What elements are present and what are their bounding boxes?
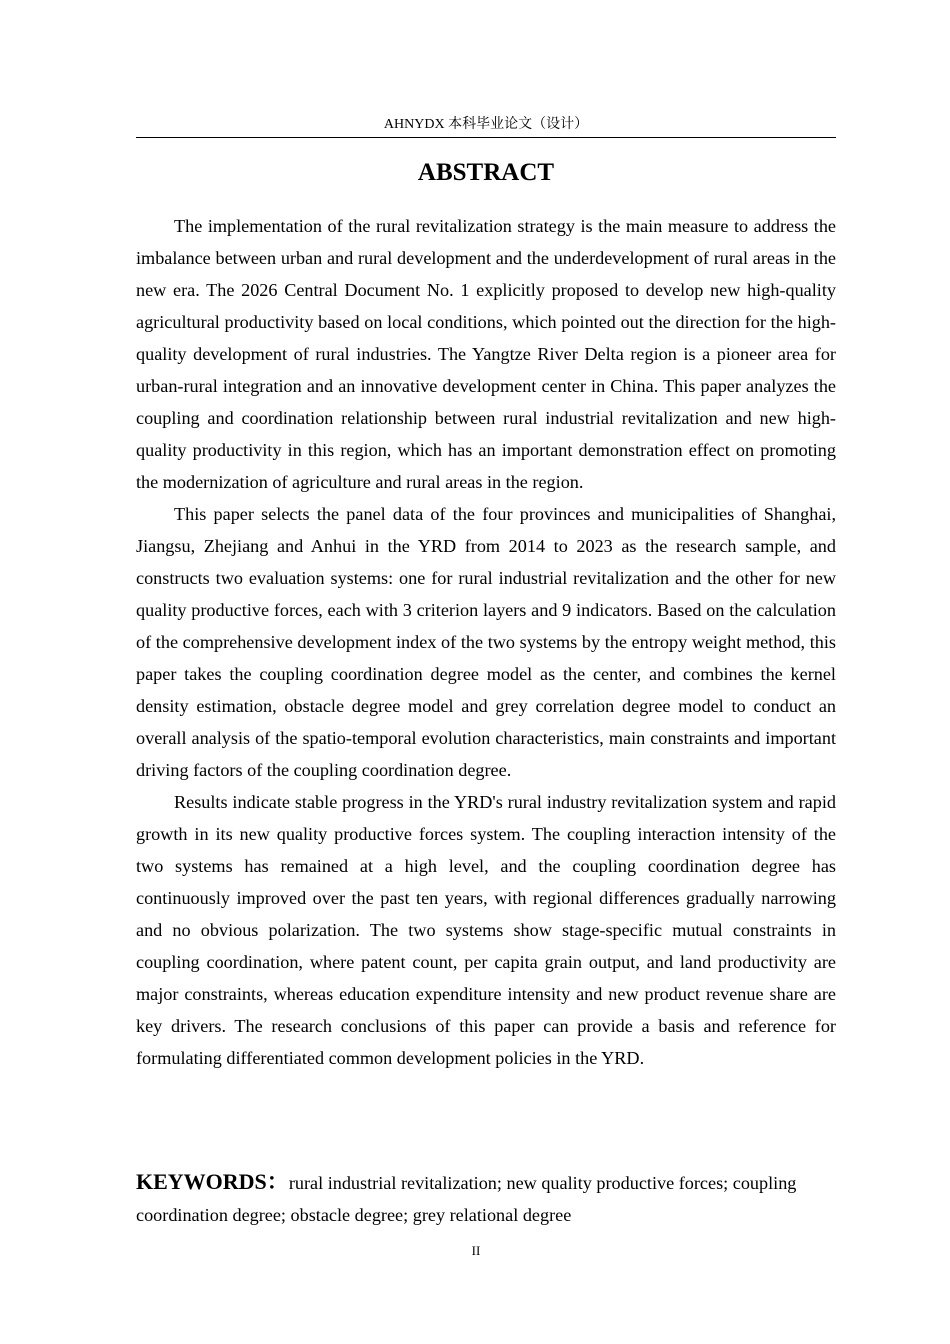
keywords-block <box>136 1166 836 1231</box>
abstract-paragraph-2: This paper selects the panel data of the four provinces and municipalities of Shanghai, Jiangsu, Zhejiang and Anhui in the YRD from 2014 to 2023 as the research sample, and constructs two evaluation systems: one for rural industrial revitalization and the other for new quality productive forces, each with 3 criterion layers and 9 indicators. Based on the calculation of the comprehensive development index of the two systems by the entropy weight method, this paper takes the coupling coordination degree model as the center, and combines the kernel density estimation, obstacle degree model and grey correlation degree model to conduct an overall analysis of the spatio-temporal evolution characteristics, main constraints and important driving factors of the coupling coordination degree. <box>136 504 836 780</box>
keywords-text: rural industrial revitalization; new quality productive forces; coupling coordination degree; obstacle degree; grey relational degree <box>136 1173 797 1225</box>
running-header: AHNYDX 本科毕业论文（设计） <box>383 117 589 132</box>
abstract-title: ABSTRACT <box>417 159 555 186</box>
abstract-paragraph-3: Results indicate stable progress in the YRD's rural industry revitalization system and rapid growth in its new quality productive forces system. The coupling interaction intensity of the two systems has remained at a high level, and the coupling coordination degree has continuously improved over the past ten years, with regional differences gradually narrowing and no obvious polarization. The two systems show stage-specific mutual constraints in coupling coordination, where patent count, per capita grain output, and land productivity are major constraints, whereas education expenditure intensity and new product revenue share are key drivers. The research conclusions of this paper can provide a basis and reference for formulating differentiated common development policies in the YRD. <box>136 792 836 1068</box>
header-rule <box>136 137 836 138</box>
page-number: II <box>471 1243 481 1258</box>
abstract-body <box>136 210 836 1074</box>
abstract-paragraph-1: The implementation of the rural revitalization strategy is the main measure to address the imbalance between urban and rural development and the underdevelopment of rural areas in the new era. The 2026 Central Document No. 1 explicitly proposed to develop new high-quality agricultural productivity based on local conditions, which pointed out the direction for the high-quality development of rural industries. The Yangtze River Delta region is a pioneer area for urban-rural integration and an innovative development center in China. This paper analyzes the coupling and coordination relationship between rural industrial revitalization and new high-quality productivity in this region, which has an important demonstration effect on promoting the modernization of agriculture and rural areas in the region. <box>136 216 836 492</box>
keywords-label: KEYWORDS： <box>136 1169 289 1194</box>
